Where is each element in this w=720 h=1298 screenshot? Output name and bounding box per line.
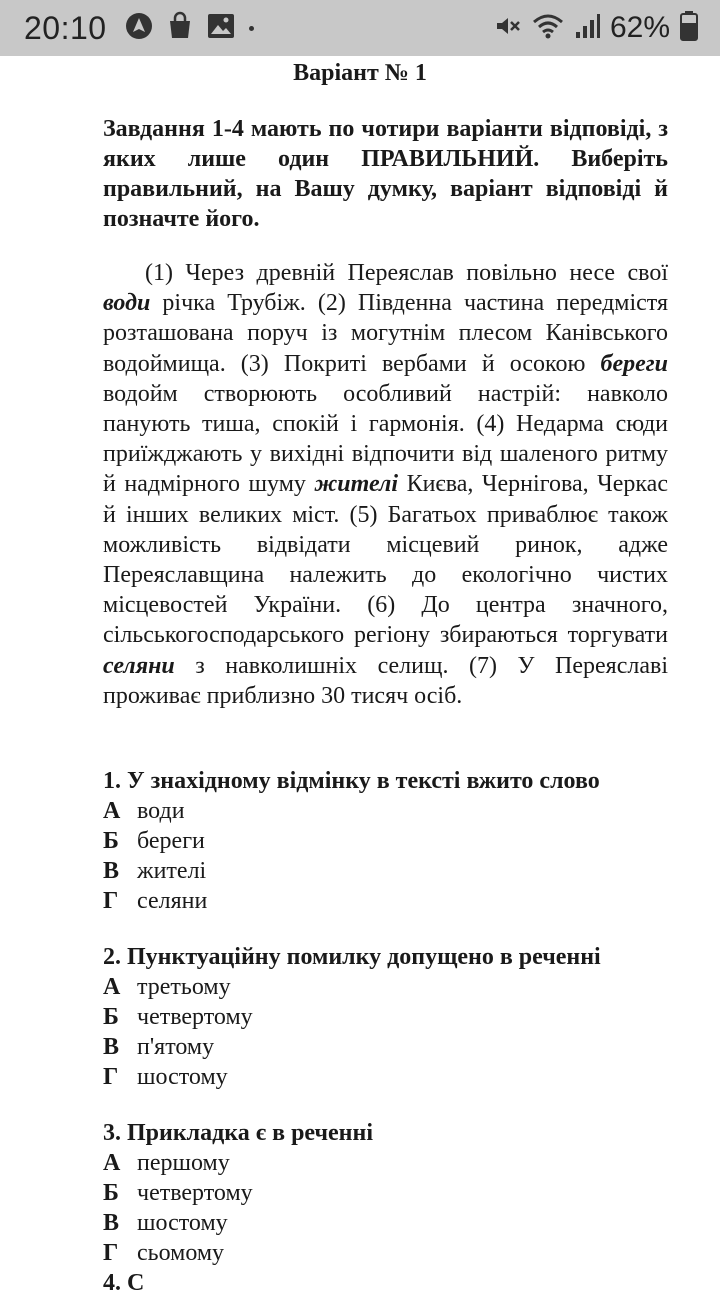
option-text: селяни	[137, 888, 208, 914]
option-text: береги	[137, 828, 205, 854]
answer-option	[103, 856, 683, 886]
question-title: 2. Пунктуаційну помилку допущено в реченні	[103, 944, 601, 970]
answer-option	[103, 1178, 683, 1208]
passage-text: річка Трубіж. (2) Південна частина передмістя розташована поруч із могутнім плесом Канівського водоймища. (3) Покриті вербами й осокою	[103, 290, 668, 377]
highlighted-word: води	[103, 290, 151, 317]
passage-text: (1) Через древній Переяслав повільно несе свої	[145, 260, 668, 286]
answer-option	[103, 972, 683, 1002]
option-letter: Б	[103, 1004, 119, 1030]
option-letter: Г	[103, 1064, 119, 1090]
option-letter: Б	[103, 828, 119, 854]
wifi-icon	[532, 12, 564, 45]
option-letter: А	[103, 798, 121, 824]
passage-text: водойм створюють особливий настрій: навколо панують тиша, спокій і гармонія. (4) Недарма сюди приїжджають у вихідні відпочити від шаленого ритму й надмірного шуму	[103, 380, 668, 498]
option-letter: В	[103, 858, 120, 884]
navigation-icon	[125, 12, 153, 45]
option-text: першому	[137, 1150, 230, 1176]
notification-icons	[125, 12, 235, 45]
option-text: четвертому	[137, 1004, 253, 1030]
passage-text: з навколишніх селищ. (7) У Переяславі проживає приблизно 30 тисяч осіб.	[103, 652, 668, 709]
answer-option	[103, 1062, 683, 1092]
question-2	[103, 942, 683, 1092]
task-instructions: Завдання 1-4 мають по чотири варіанти відповіді, з яких лише один ПРАВИЛЬНИЙ. Виберіть правильний, на Вашу думку, варіант відповіді й позначте його.	[103, 116, 668, 232]
option-text: п'ятому	[137, 1034, 215, 1060]
page-title: Варіант № 1	[293, 60, 427, 86]
highlighted-word: селяни	[103, 652, 175, 679]
option-text: четвертому	[137, 1180, 253, 1206]
answer-option	[103, 796, 683, 826]
answer-option	[103, 886, 683, 916]
document-page[interactable]	[0, 56, 720, 1296]
question-title: 1. У знахідному відмінку в тексті вжито слово	[103, 768, 600, 794]
option-text: жителі	[137, 858, 207, 884]
answer-option	[103, 1002, 683, 1032]
question-3	[103, 1118, 683, 1268]
signal-icon	[574, 12, 600, 45]
status-bar	[0, 0, 720, 56]
shopping-bag-icon	[167, 12, 193, 45]
status-time: 20:10	[24, 9, 107, 46]
answer-option	[103, 826, 683, 856]
system-icons	[494, 11, 698, 46]
option-text: води	[137, 798, 185, 824]
mute-icon	[494, 12, 522, 45]
option-letter: А	[103, 974, 121, 1000]
highlighted-word: береги	[600, 350, 668, 377]
option-letter: Б	[103, 1180, 119, 1206]
image-icon	[207, 13, 235, 44]
option-text: третьому	[137, 974, 231, 1000]
option-letter: Г	[103, 888, 119, 914]
passage-text: Києва, Чернігова, Черкас й інших великих міст. (5) Багатьох приваблює також можливість відвідати місцевий ринок, адже Переяславщина належить до екологічно чистих місцевостей України. (6) До центра значного, сільськогосподарського регіону збираються торгувати	[103, 471, 668, 649]
answer-option	[103, 1208, 683, 1238]
option-text: шостому	[137, 1064, 228, 1090]
battery-icon	[680, 11, 698, 46]
answer-option	[103, 1032, 683, 1062]
option-letter: В	[103, 1210, 120, 1236]
option-letter: В	[103, 1034, 120, 1060]
answer-option	[103, 1148, 683, 1178]
more-notifications-dot	[249, 26, 254, 31]
battery-percent: 62%	[609, 11, 670, 44]
question-title: 4. С	[103, 1270, 145, 1296]
question-title: 3. Прикладка є в реченні	[103, 1120, 373, 1146]
option-letter: Г	[103, 1240, 119, 1266]
highlighted-word: жителі	[314, 471, 399, 498]
question-4-partial	[103, 1268, 683, 1298]
answer-option	[103, 1238, 683, 1268]
option-text: шостому	[137, 1210, 228, 1236]
option-text: сьомому	[137, 1240, 225, 1266]
text-passage	[103, 258, 668, 711]
question-1	[103, 766, 683, 916]
option-letter: А	[103, 1150, 121, 1176]
